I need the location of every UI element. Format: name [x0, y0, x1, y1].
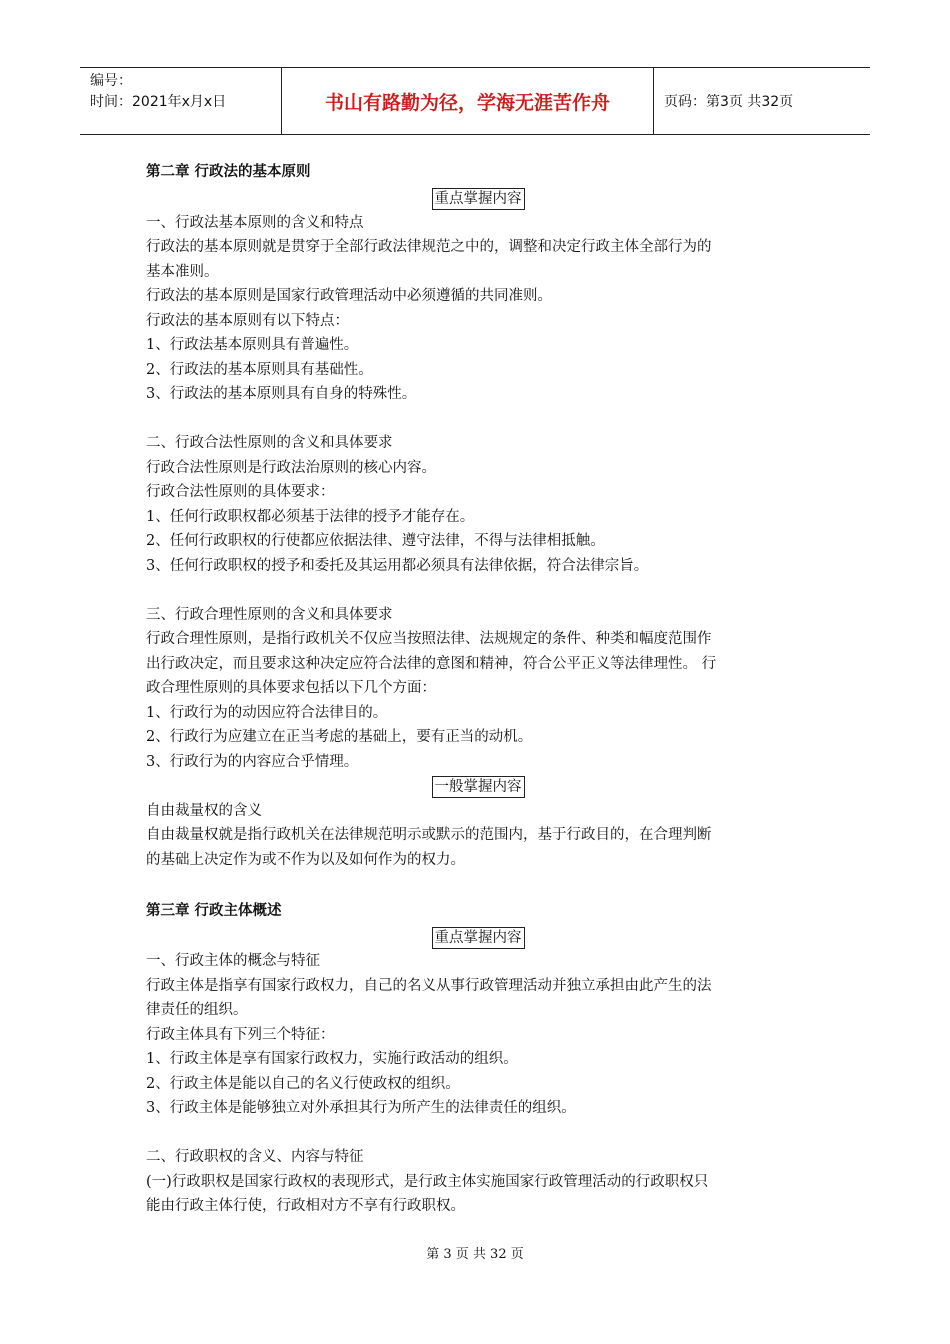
boxed-section-label: 一般掌握内容	[432, 776, 525, 798]
text-line: 行政主体是指享有国家行政权力，自己的名义从事行政管理活动并独立承担由此产生的法	[146, 977, 712, 994]
text-line: 行政法的基本原则有以下特点：	[146, 312, 349, 329]
text-line: 行政合理性原则，是指行政机关不仅应当按照法律、法规规定的条件、种类和幅度范围作	[146, 631, 712, 647]
text-line: 1、行政行为的动因应符合法律目的。	[146, 704, 388, 721]
text-line: 三、行政合理性原则的含义和具体要求	[146, 606, 393, 623]
text-line: 律责任的组织。	[146, 1002, 248, 1018]
text-line: 二、行政职权的含义、内容与特征	[146, 1149, 364, 1165]
text-line: 的基础上决定作为或不作为以及如何作为的权力。	[146, 851, 465, 868]
text-line: 一、行政法基本原则的含义和特点	[146, 214, 364, 231]
section-label-row	[146, 774, 810, 799]
text-line: 3、行政行为的内容应合乎情理。	[146, 753, 359, 770]
text-line: 1、任何行政职权都必须基于法律的授予才能存在。	[146, 508, 475, 525]
text-line: 1、行政法基本原则具有普遍性。	[146, 337, 359, 353]
header-page-number: 页码：第3页 共32页	[664, 94, 794, 110]
text-line: 行政合法性原则是行政法治原则的核心内容。	[146, 459, 436, 476]
chapter-heading: 第二章 行政法的基本原则	[146, 164, 311, 180]
text-line: 行政法的基本原则是国家行政管理活动中必须遵循的共同准则。	[146, 288, 552, 304]
chapter-heading: 第三章 行政主体概述	[146, 902, 282, 919]
blank-line	[146, 872, 810, 897]
document-body	[146, 158, 810, 1219]
blank-line	[146, 1121, 810, 1146]
header-number: 编号：	[90, 73, 132, 89]
header-motto: 书山有路勤为径，学海无涯苦作舟	[282, 68, 654, 134]
text-line: 2、任何行政职权的行使都应依据法律、遵守法律，不得与法律相抵触。	[146, 533, 605, 549]
section-label-row	[146, 925, 810, 950]
header-date: 时间：2021年x月x日	[90, 94, 227, 110]
text-line: 2、行政主体是能以自己的名义行使政权的组织。	[146, 1075, 460, 1092]
boxed-section-label: 重点掌握内容	[432, 927, 525, 949]
text-line: 基本准则。	[146, 263, 219, 280]
text-line: 2、行政行为应建立在正当考虑的基础上，要有正当的动机。	[146, 729, 533, 745]
text-line: 行政法的基本原则就是贯穿于全部行政法律规范之中的，调整和决定行政主体全部行为的	[146, 239, 712, 255]
text-line: 3、行政主体是能够独立对外承担其行为所产生的法律责任的组织。	[146, 1100, 576, 1116]
boxed-section-label: 重点掌握内容	[432, 188, 525, 210]
blank-line	[146, 407, 810, 432]
text-line: (一)行政职权是国家行政权的表现形式，是行政主体实施国家行政管理活动的行政职权只	[146, 1173, 709, 1190]
text-line: 自由裁量权就是指行政机关在法律规范明示或默示的范围内，基于行政目的，在合理判断	[146, 827, 712, 843]
text-line: 3、任何行政职权的授予和委托及其运用都必须具有法律依据，符合法律宗旨。	[146, 557, 649, 574]
text-line: 行政主体具有下列三个特征：	[146, 1026, 335, 1043]
text-line: 政合理性原则的具体要求包括以下几个方面：	[146, 680, 436, 696]
text-line: 二、行政合法性原则的含义和具体要求	[146, 435, 393, 451]
blank-line	[146, 578, 810, 603]
text-line: 出行政决定，而且要求这种决定应符合法律的意图和精神，符合公平正义等法律理性。 行	[146, 655, 717, 672]
section-label-row	[146, 186, 810, 211]
text-line: 能由行政主体行使，行政相对方不享有行政职权。	[146, 1198, 465, 1214]
text-line: 2、行政法的基本原则具有基础性。	[146, 361, 373, 378]
text-line: 一、行政主体的概念与特征	[146, 953, 320, 969]
text-line: 行政合法性原则的具体要求：	[146, 484, 335, 500]
text-line: 3、行政法的基本原则具有自身的特殊性。	[146, 386, 417, 402]
text-line: 自由裁量权的含义	[146, 802, 262, 819]
text-line: 1、行政主体是享有国家行政权力，实施行政活动的组织。	[146, 1051, 518, 1067]
page-footer: 第 3 页 共 32 页	[426, 1247, 524, 1262]
document-header	[80, 67, 870, 135]
header-meta	[80, 68, 282, 134]
